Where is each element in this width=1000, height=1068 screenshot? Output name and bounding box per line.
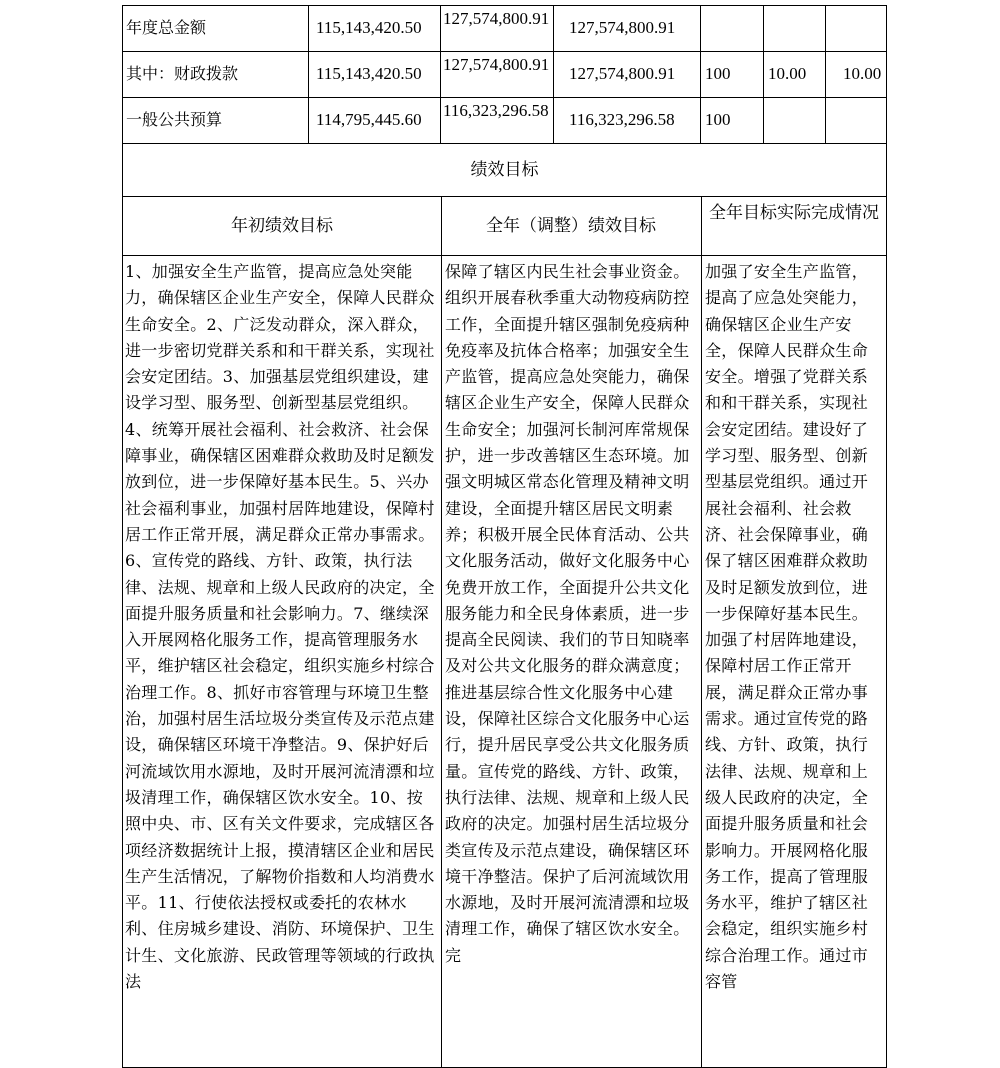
adjusted-goals-text: 保障了辖区内民生社会事业资金。组织开展春秋季重大动物疫病防控工作，全面提升辖区强制免疫病种免疫率及抗体合格率；加强安全生产监管，提高应急处突能力，确保辖区企业生产安全，保障人民群众生命安全；加强河长制河库常规保护，进一步改善辖区生态环境。加强文明城区常态化管理及精神文明建设，全面提升辖区居民文明素养；积极开展全民体育活动、公共文化服务活动，做好文化服务中心免费开放工作，全面提升公共文化服务能力和全民身体素质，进一步提高全民阅读、我们的节日知晓率及对公共文化服务的群众满意度；推进基层综合性文化服务中心建设，保障社区综合文化服务中心运行，提升居民享受公共文化服务质量。宣传党的路线、方针、政策，执行法律、法规、规章和上级人民政府的决定。加强村居生活垃圾分类宣传及示范点建设，确保辖区环境干净整洁。保护了后河流域饮用水源地，及时开展河流清漂和垃圾清理工作，确保了辖区饮水安全。完 — [445, 262, 690, 965]
row-label-annual-total: 年度总金额 — [126, 18, 207, 37]
general-budget-executed: 116,323,296.58 — [569, 110, 675, 129]
row-label-general-budget: 一般公共预算 — [126, 110, 223, 129]
annual-total-initial: 115,143,420.50 — [316, 18, 422, 37]
fiscal-allocation-weight: 100 — [705, 64, 731, 83]
grid-line — [122, 97, 887, 98]
annual-total-executed: 127,574,800.91 — [569, 18, 676, 37]
grid-line — [440, 5, 441, 143]
general-budget-initial: 114,795,445.60 — [316, 110, 422, 129]
fiscal-allocation-executed: 127,574,800.91 — [569, 64, 676, 83]
column-header-adjusted-goals: 全年（调整）绩效目标 — [486, 216, 656, 236]
grid-line — [122, 143, 887, 144]
grid-line — [308, 5, 309, 143]
grid-line — [763, 5, 764, 143]
grid-line — [700, 5, 701, 143]
grid-line — [441, 196, 442, 1068]
actual-completion-text: 加强了安全生产监管，提高了应急处突能力，确保辖区企业生产安全，保障人民群众生命安全。增强了党群关系和和干群关系，实现社会安定团结。建设好了学习型、服务型、创新型基层党组织。通过开展社会福利、社会救济、社会保障事业，确保了辖区困难群众救助及时足额发放到位，进一步保障好基本民生。加强了村居阵地建设，保障村居工作正常开展，满足群众正常办事需求。通过宣传党的路线、方针、政策，执行法律、法规、规章和上级人民政府的决定，全面提升服务质量和社会影响力。开展网格化服务工作，提高了管理服务水平，维护了辖区社会稳定，组织实施乡村综合治理工作。通过市容管 — [705, 262, 869, 992]
fiscal-allocation-score: 10.00 — [843, 64, 882, 83]
general-budget-adjusted: 116,323,296.58 — [443, 101, 549, 120]
grid-line — [122, 5, 887, 6]
grid-line — [553, 5, 554, 143]
fiscal-allocation-adjusted: 127,574,800.91 — [443, 55, 550, 74]
row-label-fiscal-allocation: 其中：财政拨款 — [126, 64, 239, 83]
grid-line — [825, 5, 826, 143]
grid-line — [701, 196, 702, 1068]
grid-line — [122, 196, 887, 197]
column-header-initial-goals: 年初绩效目标 — [231, 216, 333, 236]
fiscal-allocation-initial: 115,143,420.50 — [316, 64, 422, 83]
general-budget-weight: 100 — [705, 110, 731, 129]
initial-goals-text: 1、加强安全生产监管，提高应急处突能力，确保辖区企业生产安全，保障人民群众生命安全。2、广泛发动群众，深入群众，进一步密切党群关系和和干群关系，实现社会安定团结。3、加强基层党组织建设，建设学习型、服务型、创新型基层党组织。4、统筹开展社会福利、社会救济、社会保障事业，确保辖区困难群众救助及时足额发放到位，进一步保障好基本民生。5、兴办社会福利事业，加强村居阵地建设，保障村居工作正常开展，满足群众正常办事需求。6、宣传党的路线、方针、政策，执行法律、法规、规章和上级人民政府的决定，全面提升服务质量和社会影响力。7、继续深入开展网格化服务工作，提高管理服务水平，维护辖区社会稳定，组织实施乡村综合治理工作。8、抓好市容管理与环境卫生整治，加强村居生活垃圾分类宣传及示范点建设，确保辖区环境干净整洁。9、保护好后河流域饮用水源地，及时开展河流清漂和垃圾清理工作，确保辖区饮水安全。10、按照中央、市、区有关文件要求，完成辖区各项经济数据统计上报，摸清辖区企业和居民生产生活情况，了解物价指数和人均消费水平。11、行使依法授权或委托的农林水利、住房城乡建设、消防、环境保护、卫生计生、文化旅游、民政管理等领域的行政执法 — [125, 262, 435, 992]
grid-line — [122, 255, 887, 256]
fiscal-allocation-rate: 10.00 — [768, 64, 807, 83]
column-header-actual-completion: 全年目标实际完成情况 — [709, 203, 879, 223]
annual-total-adjusted: 127,574,800.91 — [443, 9, 550, 28]
grid-line — [122, 51, 887, 52]
performance-section-title: 绩效目标 — [470, 160, 539, 180]
